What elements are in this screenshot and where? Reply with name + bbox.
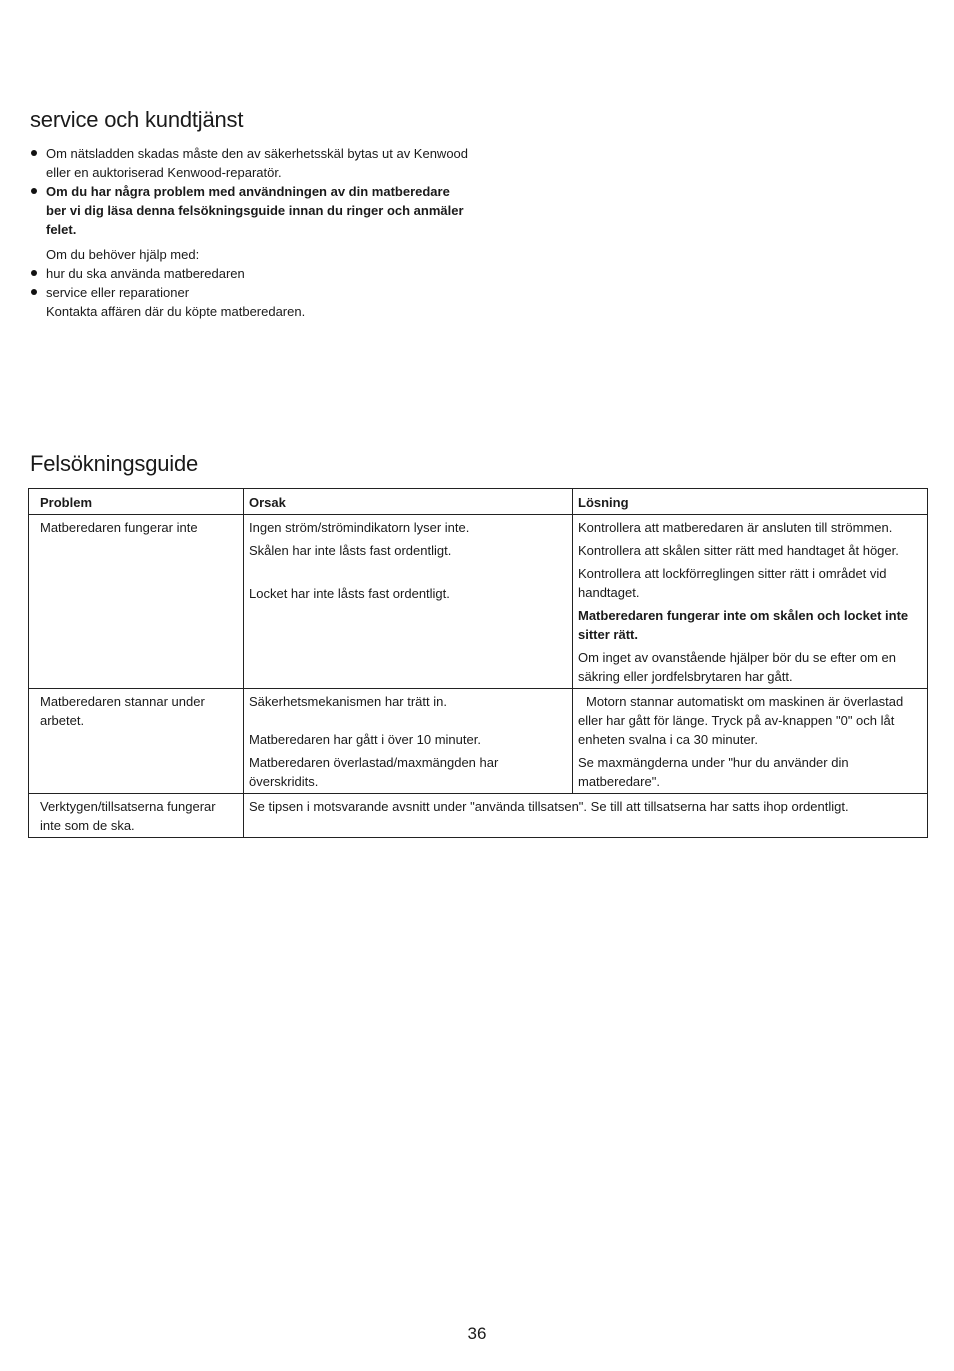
cause-cell: [244, 515, 573, 689]
solution-entry: Kontrollera att lockförreglingen sitter rätt i området vid handtaget.: [578, 566, 887, 600]
problem-cell: Verktygen/tillsatserna fungerar inte som de ska.: [29, 794, 244, 838]
cause-entry: Skålen har inte låsts fast ordentligt.: [249, 543, 452, 558]
cause-entry: Säkerhetsmekanismen har trätt in.: [249, 694, 447, 709]
solution-entry: Se maxmängderna under "hur du använder din matberedare".: [578, 755, 849, 789]
header-problem: Problem: [29, 489, 244, 515]
service-section: [30, 144, 470, 321]
table-row: [29, 794, 928, 838]
solution-entry: Om inget av ovanstående hjälper bör du se efter om en säkring eller jordfelsbrytaren har gått.: [578, 650, 896, 684]
table-row: [29, 515, 928, 689]
contact-text: Kontakta affären där du köpte matberedaren.: [46, 304, 306, 319]
service-bullet-3: hur du ska använda matberedaren: [30, 264, 470, 283]
cause-cell: [244, 689, 573, 794]
table-row: [29, 689, 928, 794]
solution-cell: [573, 689, 928, 794]
service-heading: service och kundtjänst: [30, 107, 244, 132]
solution-cell: [573, 515, 928, 689]
table-header-row: [29, 489, 928, 515]
cause-entry: Ingen ström/strömindikatorn lyser inte.: [249, 520, 470, 535]
help-intro: Om du behöver hjälp med:: [46, 247, 200, 262]
solution-entry: Motorn stannar automatiskt om maskinen är överlastad eller har gått för länge. Tryck på av-knappen "0" och låt enheten svalna i ca 30 minuter.: [578, 694, 904, 747]
service-bullet-2: Om du har några problem med användningen av din matberedare ber vi dig läsa denna felsökningsguide innan du ringer och anmäler felet.: [30, 182, 470, 239]
solution-entry: Kontrollera att skålen sitter rätt med handtaget åt höger.: [578, 543, 899, 558]
header-cause: Orsak: [244, 489, 573, 515]
guide-heading: Felsökningsguide: [30, 451, 199, 476]
note-cell: Se tipsen i motsvarande avsnitt under "använda tillsatsen". Se till att tillsatserna har satts ihop ordentligt.: [244, 794, 928, 838]
page-number: 36: [467, 1324, 487, 1343]
service-bullet-1: Om nätsladden skadas måste den av säkerhetsskäl bytas ut av Kenwood eller en auktoriserad Kenwood-reparatör.: [30, 144, 470, 182]
problem-cell: Matberedaren fungerar inte: [29, 515, 244, 689]
service-bullet-4: service eller reparationer: [30, 283, 470, 302]
solution-entry-bold: Matberedaren fungerar inte om skålen och locket inte sitter rätt.: [578, 608, 909, 642]
solution-entry: Kontrollera att matberedaren är ansluten till strömmen.: [578, 520, 893, 535]
cause-entry: Matberedaren överlastad/maxmängden har överskridits.: [249, 755, 499, 789]
troubleshooting-table: [28, 488, 928, 838]
cause-entry: Locket har inte låsts fast ordentligt.: [249, 586, 450, 601]
problem-cell: Matberedaren stannar under arbetet.: [29, 689, 244, 794]
cause-entry: Matberedaren har gått i över 10 minuter.: [249, 732, 481, 747]
header-solution: Lösning: [573, 489, 928, 515]
